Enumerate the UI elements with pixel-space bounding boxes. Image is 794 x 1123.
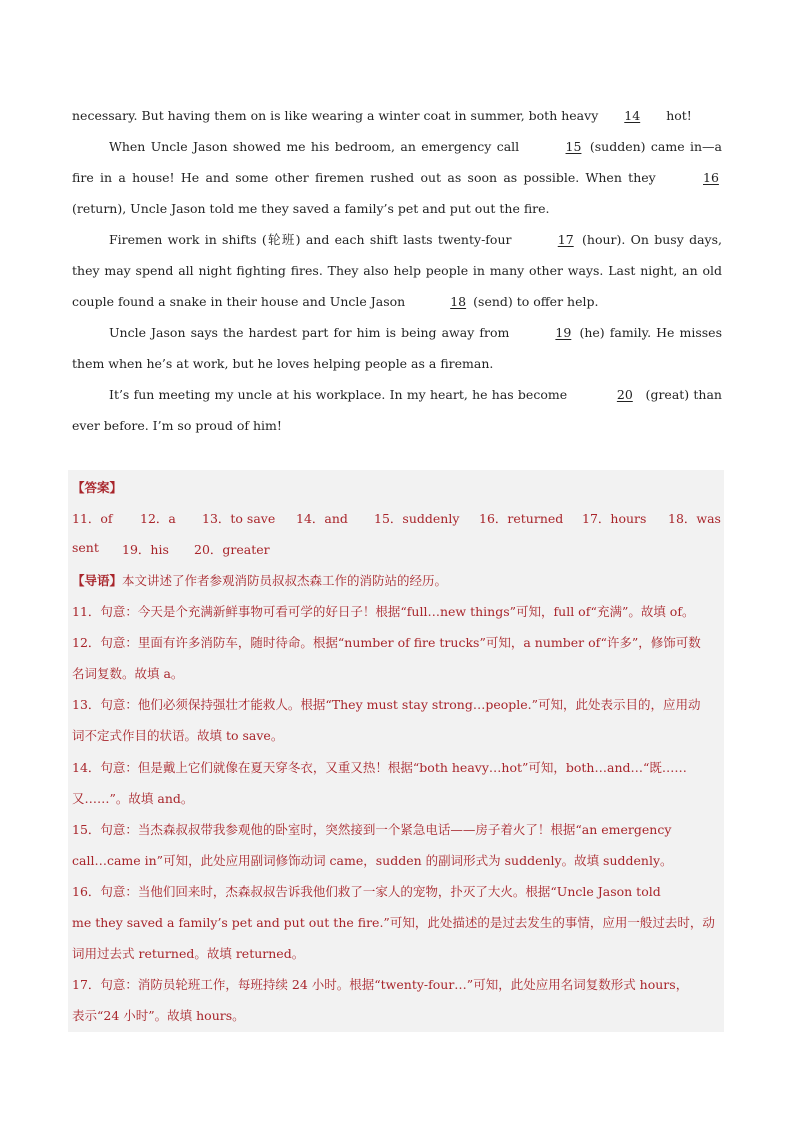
answer-19: 19．his bbox=[122, 542, 169, 557]
explanation-line: 词不定式作目的状语。故填 to save。 bbox=[72, 728, 284, 743]
blank-17: 17 bbox=[557, 232, 574, 247]
explanation-line: me they saved a family’s pet and put out the fire.”可知，此处描述的是过去发生的事情，应用一般过去时，动 bbox=[72, 915, 715, 930]
blank-18: 18 bbox=[450, 294, 467, 309]
paragraph-2: When Uncle Jason showed me his bedroom, an emergency call 15 (sudden) came in—a fire in a house! He and some other firemen rushed out as soon as possible. When they 16 (return), Uncle Jason told me they saved a family’s pet and put out the fire. bbox=[72, 131, 722, 224]
explanation-line: 16．句意：当他们回来时，杰森叔叔告诉我他们救了一家人的宠物，扑灭了大火。根据“Uncle Jason told bbox=[72, 884, 661, 899]
explanation-line: 15．句意：当杰森叔叔带我参观他的卧室时，突然接到一个紧急电话——房子着火了！根据“an emergency bbox=[72, 822, 672, 837]
answer-section bbox=[68, 470, 724, 1032]
blank-19: 19 bbox=[555, 325, 572, 340]
explanation-line: 词用过去式 returned。故填 returned。 bbox=[72, 946, 305, 961]
explanation-line: 名词复数。故填 a。 bbox=[72, 666, 184, 681]
answer-16: 16．returned bbox=[479, 511, 564, 526]
paragraph-3: Firemen work in shifts (轮班) and each shift lasts twenty-four 17 (hour). On busy days, they may spend all night fighting fires. They also help people in many other ways. Last night, an old couple found a snake in their house and Uncle Jason 18 (send) to offer help. bbox=[72, 224, 722, 317]
guide-label: 【导语】 bbox=[72, 573, 123, 588]
guide-text: 本文讲述了作者参观消防员叔叔杰森工作的消防站的经历。 bbox=[122, 573, 448, 588]
answer-14: 14．and bbox=[296, 511, 348, 526]
blank-20: 20 bbox=[616, 387, 633, 402]
answer-13: 13．to save bbox=[202, 511, 276, 526]
explanation-line: call…came in”可知，此处应用副词修饰动词 came，sudden 的副词形式为 suddenly。故填 suddenly。 bbox=[72, 853, 673, 868]
answer-11: 11．of bbox=[72, 511, 113, 526]
explanation-line: 表示“24 小时”。故填 hours。 bbox=[72, 1008, 245, 1023]
paragraph-1: necessary. But having them on is like wearing a winter coat in summer, both heavy 14 hot! bbox=[72, 100, 722, 131]
passage bbox=[72, 100, 722, 441]
answer-18-cont: sent bbox=[72, 540, 99, 555]
explanation-line: 11．句意：今天是个充满新鲜事物可看可学的好日子！根据“full…new things”可知，full of“充满”。故填 of。 bbox=[72, 604, 695, 619]
answer-20: 20．greater bbox=[194, 542, 270, 557]
answer-header: 【答案】 bbox=[72, 480, 123, 495]
answer-18: 18．was bbox=[668, 511, 721, 526]
blank-14: 14 bbox=[624, 108, 641, 123]
explanation-line: 17．句意：消防员轮班工作，每班持续 24 小时。根据“twenty-four…”可知，此处应用名词复数形式 hours， bbox=[72, 977, 689, 992]
paragraph-5: It’s fun meeting my uncle at his workplace. In my heart, he has become 20 (great) than ever before. I’m so proud of him! bbox=[72, 379, 722, 441]
explanation-line: 13．句意：他们必须保持强壮才能救人。根据“They must stay strong…people.”可知，此处表示目的，应用动 bbox=[72, 697, 701, 712]
answer-12: 12．a bbox=[140, 511, 176, 526]
answer-15: 15．suddenly bbox=[374, 511, 460, 526]
explanation-line: 又……”。故填 and。 bbox=[72, 791, 194, 806]
paragraph-4: Uncle Jason says the hardest part for him is being away from 19 (he) family. He misses them when he’s at work, but he loves helping people as a fireman. bbox=[72, 317, 722, 379]
answer-17: 17．hours bbox=[582, 511, 647, 526]
explanation-line: 14．句意：但是戴上它们就像在夏天穿冬衣，又重又热！根据“both heavy…hot”可知，both…and…“既…… bbox=[72, 760, 687, 775]
explanation-line: 12．句意：里面有许多消防车，随时待命。根据“number of fire trucks”可知，a number of“许多”，修饰可数 bbox=[72, 635, 701, 650]
blank-16: 16 bbox=[703, 170, 719, 185]
blank-15: 15 bbox=[565, 139, 582, 154]
guide-line bbox=[72, 571, 447, 589]
